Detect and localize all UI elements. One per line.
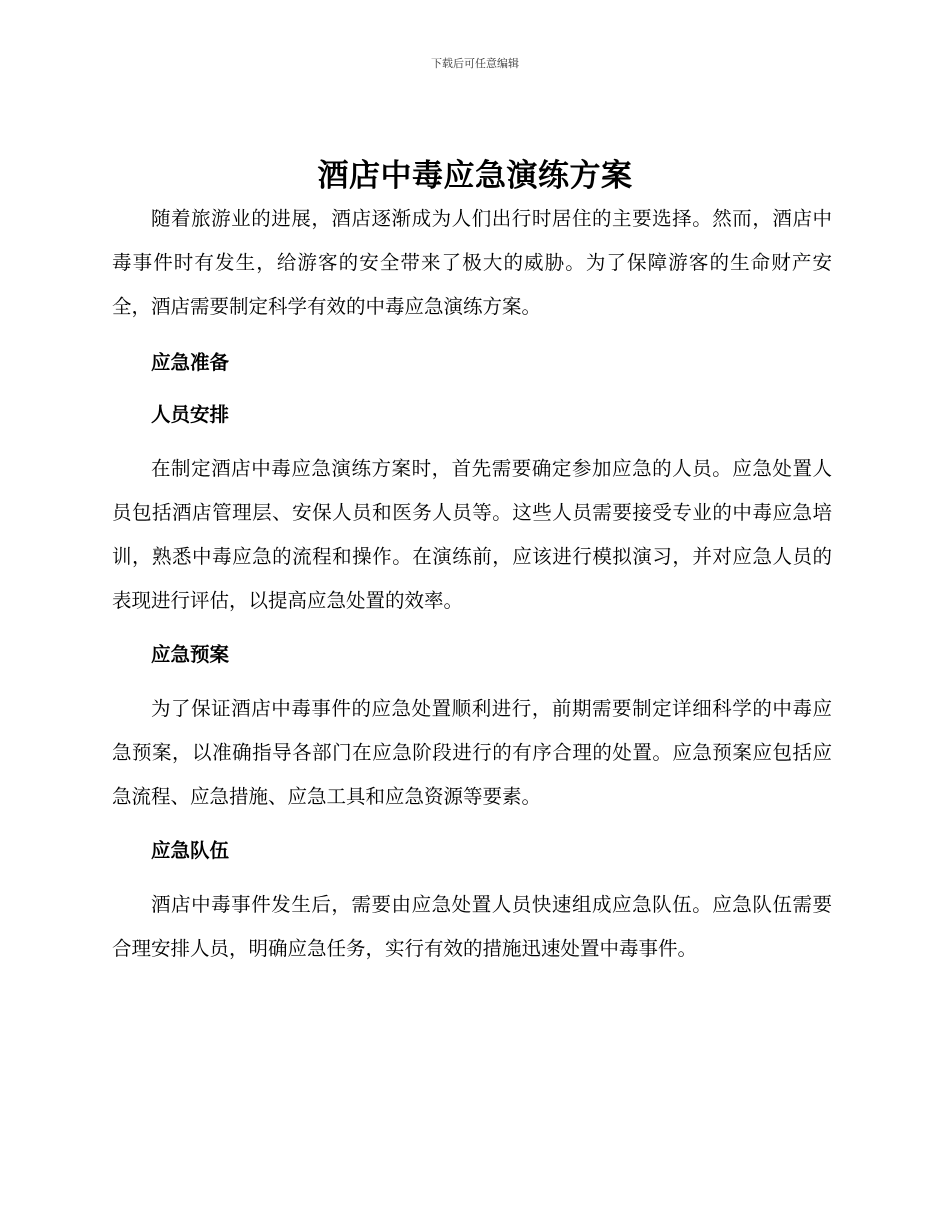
section-heading-team: 应急队伍: [151, 839, 230, 862]
section-body-personnel: 在制定酒店中毒应急演练方案时，首先需要确定参加应急的人员。应急处置人员包括酒店管理层、安保人员和医务人员等。这些人员需要接受专业的中毒应急培训，熟悉中毒应急的流程和操作。在演练前，应该进行模拟演习，并对应急人员的表现进行评估，以提高应急处置的效率。: [112, 457, 832, 612]
section-heading-personnel: 人员安排: [151, 403, 230, 426]
section-body-plan: 为了保证酒店中毒事件的应急处置顺利进行，前期需要制定详细科学的中毒应急预案，以准确指导各部门在应急阶段进行的有序合理的处置。应急预案应包括应急流程、应急措施、应急工具和应急资源等要素。: [112, 697, 832, 808]
section-heading-plan: 应急预案: [151, 643, 230, 666]
header-note: 下载后可任意编辑: [431, 57, 519, 70]
document-title: 酒店中毒应急演练方案: [317, 158, 633, 194]
section-body-team: 酒店中毒事件发生后，需要由应急处置人员快速组成应急队伍。应急队伍需要合理安排人员，明确应急任务，实行有效的措施迅速处置中毒事件。: [112, 893, 832, 960]
section-heading-preparation: 应急准备: [151, 351, 230, 374]
document-body: [112, 197, 832, 971]
intro-paragraph: 随着旅游业的进展，酒店逐渐成为人们出行时居住的主要选择。然而，酒店中毒事件时有发生，给游客的安全带来了极大的威胁。为了保障游客的生命财产安全，酒店需要制定科学有效的中毒应急演练方案。: [112, 207, 832, 318]
